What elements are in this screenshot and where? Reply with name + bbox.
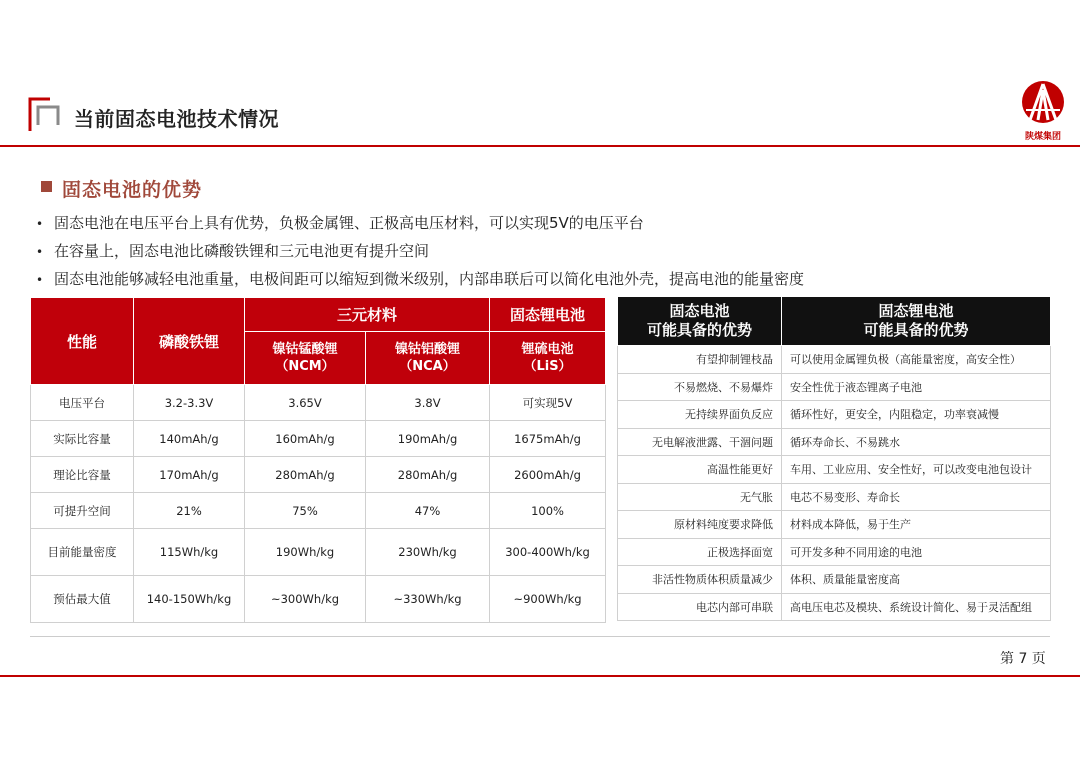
header-solid-lithium-advantages: 固态锂电池 可能具备的优势 bbox=[782, 297, 1051, 346]
header-performance: 性能 bbox=[31, 298, 134, 385]
row-label: 可提升空间 bbox=[31, 493, 134, 529]
cell-ncm: 280mAh/g bbox=[245, 457, 366, 493]
header-solid-state-advantages: 固态电池 可能具备的优势 bbox=[618, 297, 782, 346]
advantage-left: 高温性能更好 bbox=[618, 456, 782, 484]
table-row bbox=[618, 346, 1051, 374]
advantage-left: 无气胀 bbox=[618, 483, 782, 511]
cell-lis: 可实现5V bbox=[490, 385, 606, 421]
table-row bbox=[31, 493, 606, 529]
footer-red-line bbox=[0, 675, 1080, 677]
cell-lis: 2600mAh/g bbox=[490, 457, 606, 493]
table-row bbox=[31, 421, 606, 457]
advantage-right: 材料成本降低，易于生产 bbox=[782, 511, 1051, 539]
cell-nca: 230Wh/kg bbox=[366, 529, 490, 576]
advantage-right: 车用、工业应用、安全性好，可以改变电池包设计 bbox=[782, 456, 1051, 484]
cell-lis: 100% bbox=[490, 493, 606, 529]
table-row bbox=[618, 373, 1051, 401]
bullet-list bbox=[36, 209, 1056, 293]
header-solid-state: 固态锂电池 bbox=[490, 298, 606, 332]
table-row bbox=[31, 457, 606, 493]
page-title: 当前固态电池技术情况 bbox=[74, 107, 279, 131]
title-bracket-icon bbox=[28, 97, 66, 133]
page-number: 第 7 页 bbox=[1000, 651, 1046, 667]
advantage-left: 无持续界面负反应 bbox=[618, 401, 782, 429]
advantage-right: 可开发多种不同用途的电池 bbox=[782, 538, 1051, 566]
cell-ncm: ~300Wh/kg bbox=[245, 576, 366, 623]
section-bullet-icon bbox=[41, 181, 52, 192]
advantage-right: 安全性优于液态锂离子电池 bbox=[782, 373, 1051, 401]
bullet-item bbox=[36, 209, 1056, 237]
cell-nca: 47% bbox=[366, 493, 490, 529]
advantage-right: 电芯不易变形、寿命长 bbox=[782, 483, 1051, 511]
table-row bbox=[31, 529, 606, 576]
advantage-right: 循环性好，更安全，内阻稳定，功率衰减慢 bbox=[782, 401, 1051, 429]
cell-lis: 300-400Wh/kg bbox=[490, 529, 606, 576]
cell-ncm: 190Wh/kg bbox=[245, 529, 366, 576]
cell-lis: 1675mAh/g bbox=[490, 421, 606, 457]
cell-nca: ~330Wh/kg bbox=[366, 576, 490, 623]
row-label: 理论比容量 bbox=[31, 457, 134, 493]
header-ncm: 镍钴锰酸锂 （NCM） bbox=[245, 332, 366, 385]
bullet-dot-icon: • bbox=[36, 217, 44, 231]
advantage-left: 不易燃烧、不易爆炸 bbox=[618, 373, 782, 401]
advantage-left: 无电解液泄露、干涸问题 bbox=[618, 428, 782, 456]
table-row bbox=[618, 483, 1051, 511]
advantage-left: 有望抑制锂枝晶 bbox=[618, 346, 782, 374]
table-row bbox=[618, 538, 1051, 566]
performance-table bbox=[30, 297, 606, 623]
advantage-left: 正极选择面宽 bbox=[618, 538, 782, 566]
footer-divider bbox=[30, 636, 1050, 637]
row-label: 电压平台 bbox=[31, 385, 134, 421]
section-title: 固态电池的优势 bbox=[62, 179, 203, 201]
table-row bbox=[618, 593, 1051, 621]
bullet-text: 固态电池能够减轻电池重量，电极间距可以缩短到微米级别，内部串联后可以简化电池外壳，提高电池的能量密度 bbox=[54, 270, 805, 288]
table-row bbox=[618, 511, 1051, 539]
table-row bbox=[31, 385, 606, 421]
advantage-right: 可以使用金属锂负极（高能量密度，高安全性） bbox=[782, 346, 1051, 374]
cell-lfp: 170mAh/g bbox=[134, 457, 245, 493]
table-row bbox=[618, 428, 1051, 456]
company-logo bbox=[1018, 80, 1068, 140]
cell-lfp: 115Wh/kg bbox=[134, 529, 245, 576]
advantage-right: 循环寿命长、不易跳水 bbox=[782, 428, 1051, 456]
row-label: 目前能量密度 bbox=[31, 529, 134, 576]
bullet-text: 在容量上，固态电池比磷酸铁锂和三元电池更有提升空间 bbox=[54, 242, 430, 260]
logo-emblem-icon bbox=[1020, 80, 1066, 124]
advantage-left: 电芯内部可串联 bbox=[618, 593, 782, 621]
cell-lfp: 21% bbox=[134, 493, 245, 529]
advantage-right: 体积、质量能量密度高 bbox=[782, 566, 1051, 594]
header-lis: 锂硫电池 （LiS） bbox=[490, 332, 606, 385]
row-label: 实际比容量 bbox=[31, 421, 134, 457]
cell-lfp: 3.2-3.3V bbox=[134, 385, 245, 421]
header-divider bbox=[0, 145, 1080, 147]
table-row bbox=[618, 401, 1051, 429]
table-row bbox=[618, 566, 1051, 594]
logo-text: 陕煤集团 bbox=[1024, 132, 1061, 142]
header-ternary: 三元材料 bbox=[245, 298, 490, 332]
advantages-table bbox=[617, 296, 1051, 621]
cell-ncm: 3.65V bbox=[245, 385, 366, 421]
bullet-text: 固态电池在电压平台上具有优势，负极金属锂、正极高电压材料，可以实现5V的电压平台 bbox=[54, 214, 644, 232]
header-lfp: 磷酸铁锂 bbox=[134, 298, 245, 385]
bullet-item bbox=[36, 265, 1056, 293]
cell-lis: ~900Wh/kg bbox=[490, 576, 606, 623]
cell-nca: 280mAh/g bbox=[366, 457, 490, 493]
cell-ncm: 75% bbox=[245, 493, 366, 529]
cell-lfp: 140-150Wh/kg bbox=[134, 576, 245, 623]
cell-lfp: 140mAh/g bbox=[134, 421, 245, 457]
cell-ncm: 160mAh/g bbox=[245, 421, 366, 457]
bullet-dot-icon: • bbox=[36, 245, 44, 259]
row-label: 预估最大值 bbox=[31, 576, 134, 623]
cell-nca: 3.8V bbox=[366, 385, 490, 421]
advantage-left: 原材料纯度要求降低 bbox=[618, 511, 782, 539]
advantage-left: 非活性物质体积质量减少 bbox=[618, 566, 782, 594]
cell-nca: 190mAh/g bbox=[366, 421, 490, 457]
advantage-right: 高电压电芯及模块、系统设计简化、易于灵活配组 bbox=[782, 593, 1051, 621]
header-nca: 镍钴铝酸锂 （NCA） bbox=[366, 332, 490, 385]
table-row bbox=[618, 456, 1051, 484]
bullet-item bbox=[36, 237, 1056, 265]
bullet-dot-icon: • bbox=[36, 273, 44, 287]
table-row bbox=[31, 576, 606, 623]
